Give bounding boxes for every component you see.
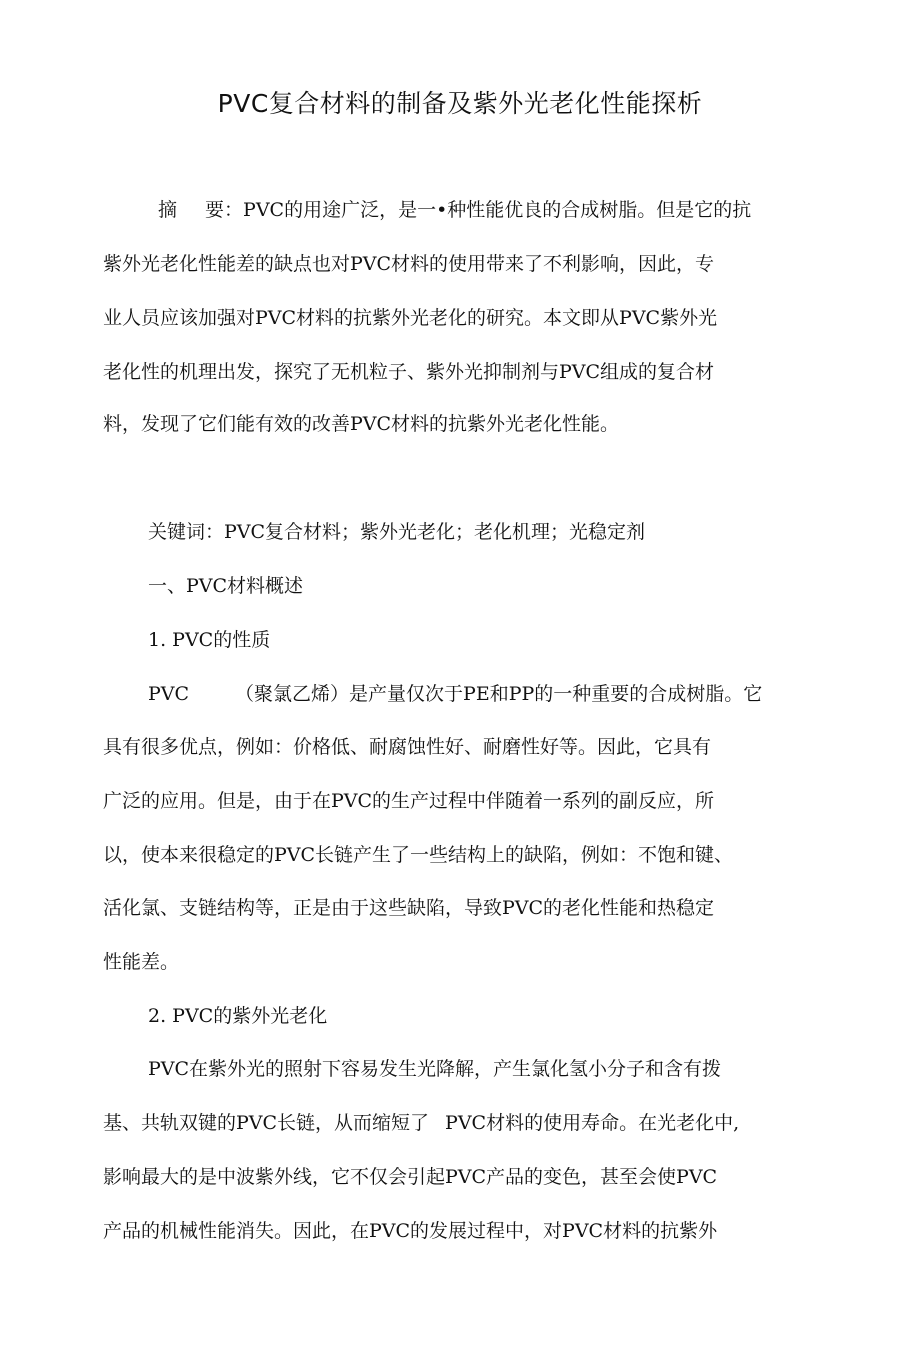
- paragraph-2-line-1: PVC在紫外光的照射下容易发生光降解，产生氯化氢小分子和含有拨: [148, 1058, 722, 1080]
- abstract-label-part1: 摘: [158, 199, 178, 221]
- abstract-line-3: 业人员应该加强对PVC材料的抗紫外光老化的研究。本文即从PVC紫外光: [103, 307, 718, 329]
- paragraph-1-line-5: 活化氯、支链结构等，正是由于这些缺陷，导致PVC的老化性能和热稳定: [103, 897, 715, 919]
- paragraph-1-line-3: 广泛的应用。但是，由于在PVC的生产过程中伴随着一系列的副反应，所: [103, 790, 715, 812]
- paragraph-2-line-3: 影响最大的是中波紫外线，它不仅会引起PVC产品的变色，甚至会使PVC: [103, 1166, 718, 1188]
- keywords: 关键词：PVC复合材料；紫外光老化；老化机理；光稳定剂: [148, 521, 646, 543]
- paragraph-1-line-2: 具有很多优点，例如：价格低、耐腐蚀性好、耐磨性好等。因此，它具有: [103, 736, 712, 758]
- subsection-heading-2: 2. PVC的紫外光老化: [148, 1005, 328, 1027]
- abstract-label-part2: 要：: [205, 199, 244, 221]
- abstract-line-5: 料，发现了它们能有效的改善PVC材料的抗紫外光老化性能。: [103, 413, 620, 435]
- paragraph-2-line-2: [103, 1111, 739, 1135]
- section-heading-1: 一、PVC材料概述: [148, 575, 304, 597]
- document-title: PVC复合材料的制备及紫外光老化性能探析: [217, 89, 703, 118]
- paragraph-2-line-4: 产品的机械性能消失。因此，在PVC的发展过程中，对PVC材料的抗紫外: [103, 1220, 718, 1242]
- abstract-line-1: [158, 198, 751, 222]
- paragraph-1-line-4: 以，使本来很稳定的PVC长链产生了一些结构上的缺陷，例如：不饱和键、: [103, 844, 734, 866]
- paragraph-1-first-word: PVC: [148, 683, 190, 705]
- paragraph-2-line-2-part2: PVC材料的使用寿命。在光老化中,: [445, 1112, 740, 1134]
- paragraph-1-first-rest: （聚氯乙烯）是产量仅次于PE和PP的一种重要的合成树脂。它: [235, 683, 763, 705]
- paragraph-2-line-2-part1: 基、共轨双键的PVC长链，从而缩短了: [103, 1112, 430, 1134]
- abstract-text-line-1: PVC的用途广泛，是一•种性能优良的合成树脂。但是它的抗: [243, 199, 752, 221]
- paragraph-1-line-1: [148, 682, 762, 706]
- paragraph-1-line-6: 性能差。: [103, 951, 180, 973]
- abstract-line-2: 紫外光老化性能差的缺点也对PVC材料的使用带来了不利影响，因此，专: [103, 253, 715, 275]
- abstract-line-4: 老化性的机理出发，探究了无机粒子、紫外光抑制剂与PVC组成的复合材: [103, 361, 715, 383]
- subsection-heading-1: 1. PVC的性质: [148, 629, 271, 651]
